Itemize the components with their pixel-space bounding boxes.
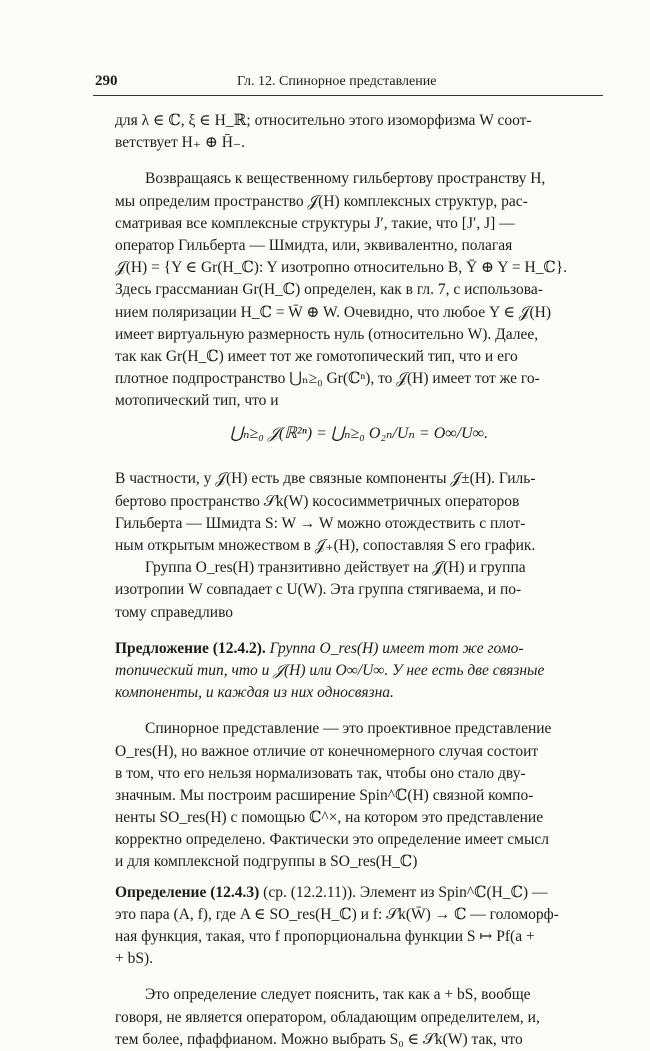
text-line: 𝒥(H) = {Y ∈ Gr(H_ℂ): Y изотропно относительно B, Ȳ ⊕ Y = H_ℂ}. (115, 259, 568, 277)
text-line: Здесь грассманиан Gr(H_ℂ) определен, как в гл. 7, с использова- (115, 281, 543, 299)
text-line: тем более, пфаффианом. Можно выбрать S₀ ∈ 𝒮k(W) так, что (115, 1030, 523, 1048)
text-line: в том, что его нельзя нормализовать так, чтобы оно стало дву- (115, 764, 526, 782)
text-line: Возвращаясь к вещественному гильбертову пространству H, (145, 170, 546, 188)
text-line: тому справедливо (115, 603, 234, 621)
proposition-label: Предложение (12.4.2). (115, 639, 266, 657)
text-line: ветствует H₊ ⊕ H̄₋. (115, 134, 245, 152)
text-line: значным. Мы построим расширение Spin^ℂ(H) связной компо- (115, 786, 534, 804)
running-head: Гл. 12. Спинорное представление (237, 74, 437, 89)
text-line: компоненты, и каждая из них односвязна. (115, 684, 394, 702)
definition-label: Определение (12.4.3) (115, 883, 260, 901)
text-line: сматривая все комплексные структуры J′, такие, что [J′, J] — (115, 214, 515, 232)
text-line: O_res(H), но важное отличие от конечномерного случая состоит (115, 742, 539, 760)
text-line: мотопический тип, что и (115, 392, 279, 410)
text-line: имеет виртуальную размерность нуль (относительно W). Далее, (115, 325, 539, 343)
definition-text: (ср. (12.2.11)). Элемент из Spin^ℂ(H_ℂ) — (263, 883, 548, 901)
body-text (115, 110, 603, 1051)
text-line: ная функция, такая, что f пропорциональна функции S ↦ Pf(a + (115, 928, 535, 945)
text-line: говоря, не является оператором, обладающим определителем, и, (115, 1008, 540, 1026)
text-line: оператор Гильберта — Шмидта, или, эквивалентно, полагая (115, 236, 513, 254)
text-line: нием поляризации H_ℂ = W̄ ⊕ W. Очевидно, что любое Y ∈ 𝒥(H) (115, 303, 552, 321)
text-line: топический тип, что и 𝒥(H) или O∞/U∞. У нее есть две связные (115, 661, 545, 679)
text-line: корректно определено. Фактически это определение имеет смысл (115, 831, 549, 849)
text-line: изотропии W совпадает с U(W). Эта группа стягиваема, и по- (115, 581, 522, 599)
text-line: Гильберта — Шмидта S: W → W можно отождествить с плот- (115, 514, 526, 532)
text-line: и для комплексной подгруппы в SO_res(H_ℂ) (115, 853, 418, 871)
display-formula: ⋃ₙ≥₀ 𝒥(ℝ²ⁿ) = ⋃ₙ≥₀ O₂ₙ/Uₙ = O∞/U∞. (229, 425, 489, 443)
text-line: мы определим пространство 𝒥(H) комплексных структур, рас- (115, 192, 528, 210)
text-line: это пара (A, f), где A ∈ SO_res(H_ℂ) и f: 𝒮k(W̄) → ℂ — голоморф- (115, 905, 559, 923)
text-line: Спинорное представление — это проективное представление (145, 720, 552, 738)
proposition (115, 638, 603, 660)
text-line: для λ ∈ ℂ, ξ ∈ H_ℝ; относительно этого изоморфизма W соот- (115, 112, 532, 129)
text-line: так как Gr(H_ℂ) имеет тот же гомотопический тип, что и его (115, 347, 518, 365)
text-line: бертово пространство 𝒮k(W) кососимметричных операторов (115, 492, 520, 510)
header-rule (93, 95, 603, 96)
text-line: ненты SO_res(H) с помощью ℂ^×, на котором это представление (115, 809, 544, 827)
text-line: + bS). (115, 950, 154, 968)
text-line: Группа O_res(H) транзитивно действует на 𝒥(H) и группа (145, 559, 526, 577)
definition (115, 882, 603, 904)
page-number: 290 (95, 73, 118, 89)
text-line: В частности, у 𝒥(H) есть две связные компоненты 𝒥±(H). Гиль- (115, 470, 536, 488)
text-line: ным открытым множеством в 𝒥₊(H), сопоставляя S его график. (115, 537, 536, 554)
proposition-text: Группа O_res(H) имеет тот же гомо- (269, 639, 524, 657)
text-line: плотное подпространство ⋃ₙ≥₀ Gr(ℂⁿ), то 𝒥(H) имеет тот же го- (115, 370, 540, 388)
text-line: Это определение следует пояснить, так как a + bS, вообще (145, 986, 531, 1004)
